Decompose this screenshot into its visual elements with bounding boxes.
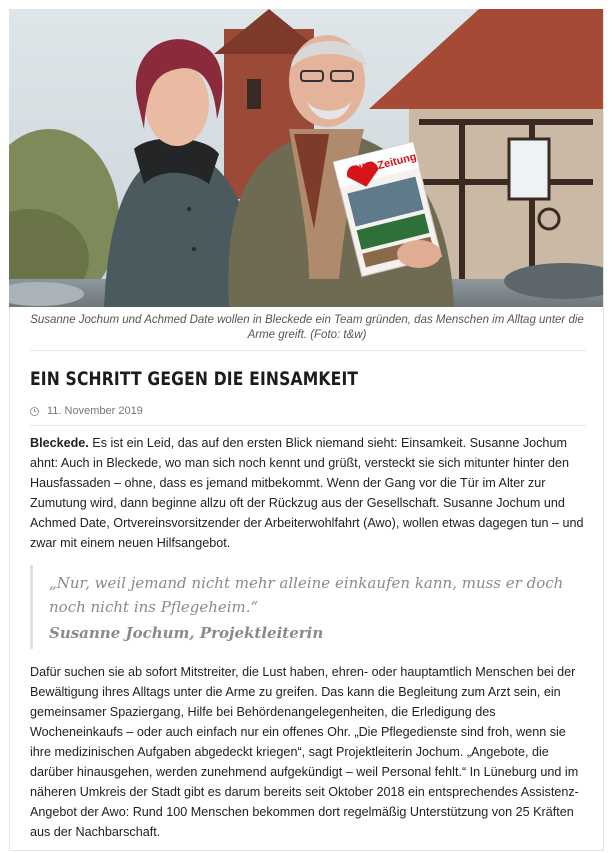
- article-paragraph: Dafür suchen sie ab sofort Mitstreiter, die Lust haben, ehren- oder hauptamtlich Menschen bei der Bewältigung ihres Alltags unter die Arme zu greifen. Das kann die Begleitung zum Arzt sein, ein gemeinsamer Spaziergang, Hilfe bei Behördenangelegenheiten, die Erledigung des Wocheneinkaufs – oder auch einfach nur ein offenes Ohr. „Die Pflegedienste sind froh, wenn sie ihre medizinischen Aufgaben abgedeckt kriegen“, sagt Projektleiterin Jochum. „Angebote, die darüber hinausgehen, werden zunehmend aufgekündigt – weil Personal fehlt.“ In Lüneburg und im näheren Umkreis der Stadt gibt es darum bereits seit Oktober 2018 ein entsprechendes Assistenz-Angebot der Awo: Rund 100 Menschen bekommen dort regelmäßig Unterstützung von 25 Kräften aus der Nachbarschaft.: [30, 665, 579, 839]
- clock-icon: [30, 407, 39, 416]
- paragraph-text: Es ist ein Leid, das auf den ersten Blick niemand sieht: Einsamkeit. Susanne Jochum ahnt: Auch in Bleckede, wo man sich noch kennt und grüßt, versteckt sie sich mitunter hinter den Hausfassaden – ohne, dass es jemand mitbekommt. Wenn der Gang vor die Tür im Alter zur Zumutung wird, dann beginne allzu oft der Rückzug aus der Gesellschaft. Susanne Jochum und Achmed Date, Ortvereinsvorsitzender der Arbeiterwohlfahrt (Awo), wollen etwas dagegen tun – und zwar mit einem neuen Hilfsangebot.: [30, 436, 584, 550]
- photo-caption: Susanne Jochum und Achmed Date wollen in Bleckede ein Team gründen, das Menschen im Alltag unter die Arme greift. (Foto: t&w): [30, 314, 584, 341]
- quote-author: Susanne Jochum, Projektleiterin: [49, 624, 324, 642]
- magazine-title-text: Zeitung: [376, 150, 418, 173]
- lead-location: Bleckede.: [30, 436, 89, 450]
- article-date: 11. November 2019: [47, 405, 143, 417]
- quote-text: „Nur, weil jemand nicht mehr alleine einkaufen kann, muss er doch noch nicht ins Pflegeheim.“: [49, 574, 564, 616]
- blockquote: [30, 565, 590, 649]
- article-paragraph: [30, 433, 590, 553]
- divider: [30, 350, 586, 351]
- article-photo: [9, 9, 603, 307]
- article-meta: [30, 405, 143, 417]
- divider: [30, 425, 586, 426]
- article-title: EIN SCHRITT GEGEN DIE EINSAMKEIT: [30, 368, 359, 390]
- magazine-brand-text: AWO: [352, 159, 376, 175]
